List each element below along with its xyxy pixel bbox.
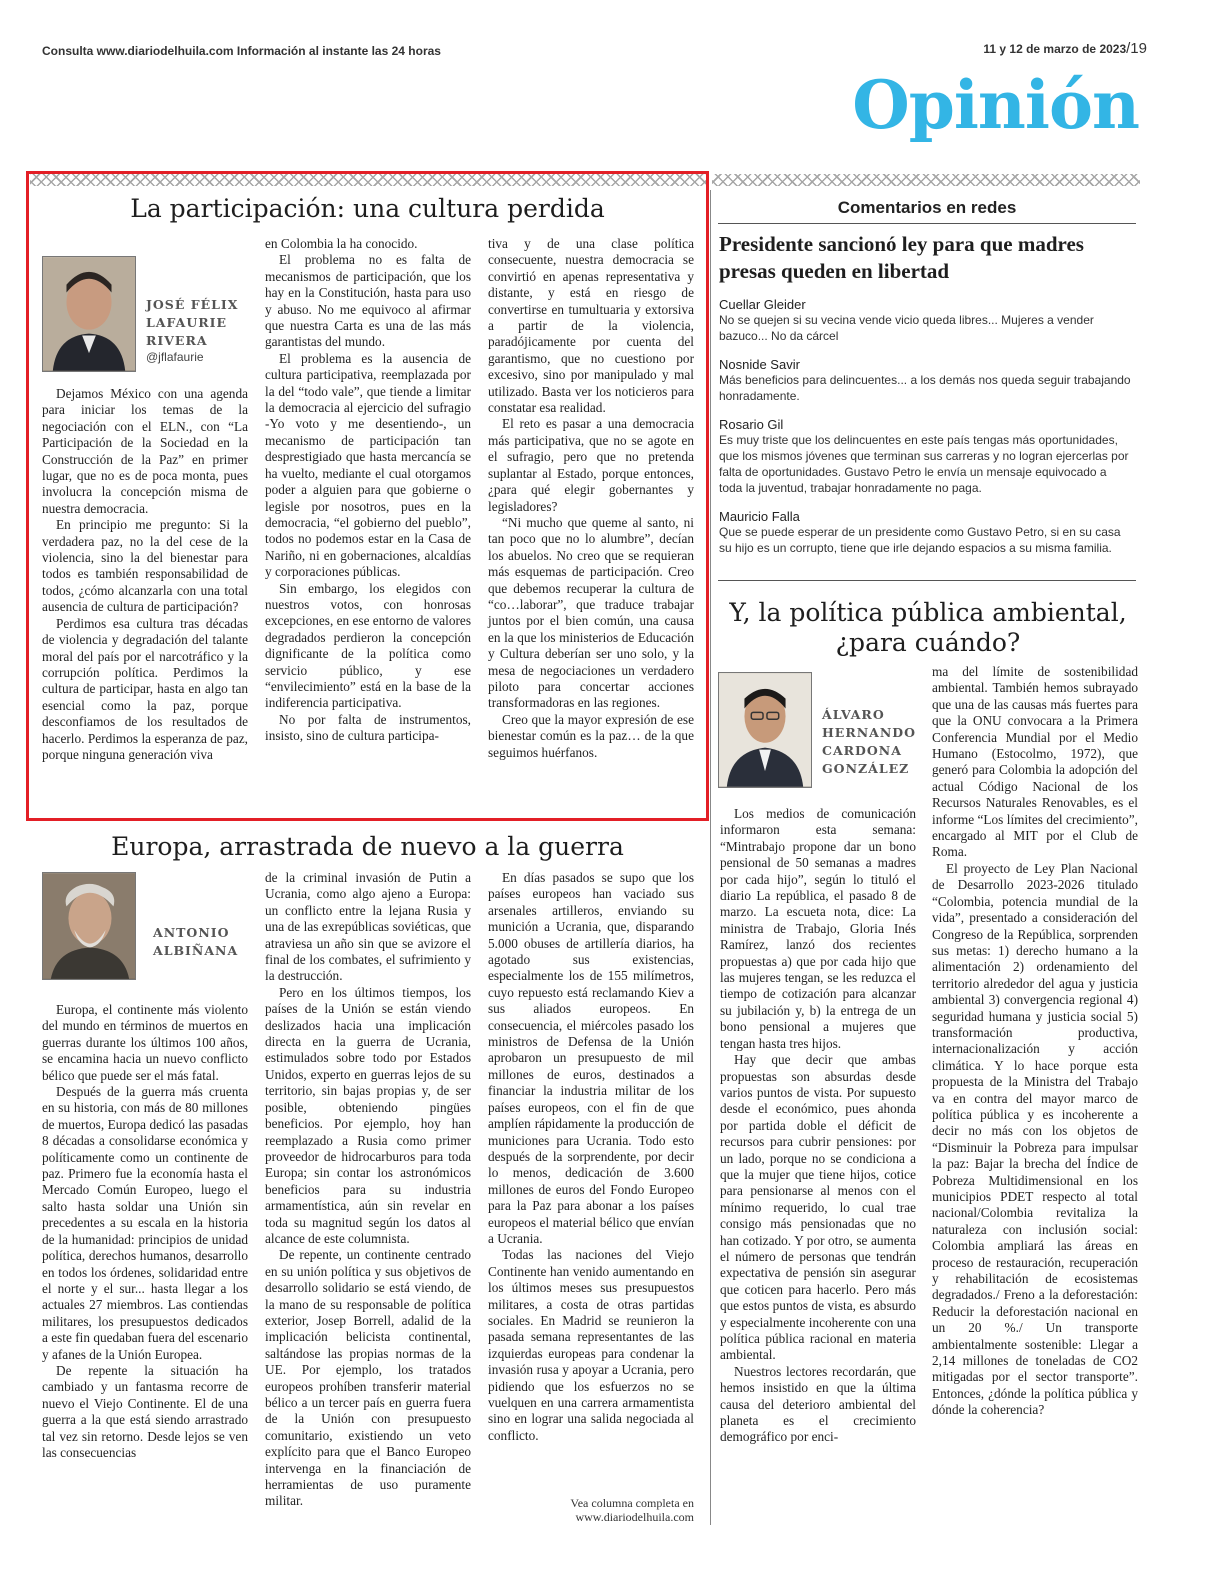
author-name-lafaurie: JOSÉ FÉLIX LAFAURIE RIVERA [146, 297, 239, 348]
comment-item [719, 297, 1133, 344]
section-rule [718, 580, 1136, 581]
comment-item [719, 417, 1133, 496]
article1-column-3: tiva y de una clase política consecuente, nuestra democracia se convirtió en apenas representativa y distante, y está en riesgo de convertirse en tumultuaria y extorsiva a partir de la violencia, paradójicamente por cuenta del garantismo, que no cuestiono por excesivo, sino por manipulado y mal utilizado. Basta ver los noticieros para constatar esa realidad. El reto es pasar a una democracia más participativa, que no se agote en el sufragio, pero que no pretenda suplantar al Estado, porque entonces, ¿para qué elegir gobernantes y legisladores? “Ni mucho que queme al santo, ni tan poco que no lo alumbre”, decían los abuelos. No creo que se requieran más esquemas de participación. Creo que debemos recuperar la cultura de “co…laborar”, que traduce trabajar juntos por el bien común, una causa en la que los ministerios de Educación y Cultura deberían ser uno solo, y la mesa de negociaciones un verdadero piloto para concertar acciones transformadoras en las regiones. Creo que la mayor expresión de ese bienestar común es la paz… de la que seguimos huérfanos. [488, 236, 694, 760]
see-more-note: Vea columna completa en www.diariodelhuila.com [488, 1496, 694, 1524]
article3-column-1: Los medios de comunicación informaron esta semana: “Mintrabajo propone dar un bono pensional de 50 semanas a madres por cada hijo”, según lo tituló el diario La república, el pasado 8 de marzo. La escueta nota, dice: La ministra de Trabajo, Gloria Inés Ramírez, lanzó dos recientes propuestas a) que por cada hijo que las mujeres tengan, se les reduzca el tiempo de cotización para alcanzar su jubilación y, b) la entrega de un bono pensional a mujeres que tengan hasta tres hijos. Hay que decir que ambas propuestas son absurdas desde varios puntos de vista. Por supuesto desde el económico, pues ahonda por partida doble el déficit de recursos para cubrir pensiones: por un lado, porque no se condiciona a que la mujer que tiene hijos, cotice para pensionarse al menos con el mínimo requerido, lo cual trae consigo más pensionadas que no han cotizado. Y por otro, se aumenta el número de personas que tendrán expectativa de pensión sin asegurar que coticen para hacerlo. Pero más que estos puntos de vista, es absurdo y especialmente incoherente con una política pública racional en materia ambiental. Nuestros lectores recordarán, que hemos insistido en que la última causa del deterioro ambiental del planeta es el crecimiento demográfico por enci- [720, 806, 916, 1445]
article2-column-3: En días pasados se supo que los países europeos han vaciado sus arsenales artilleros, enviando su munición a Ucrania, que, disparando 5.000 obuses de artillería diarios, ha agotado sus existencias, especialmente los de 155 milímetros, cuyo repuesto está reclamando Kiev a sus aliados europeos. En consecuencia, el miércoles pasado los ministros de Defensa de la Unión aprobaron un presupuesto de mil millones de euros, destinados a financiar la industria militar de los países europeos, con el fin de que amplíen rápidamente la producción de municiones para Ucrania. Todo esto después de la sorprendente, por decir lo menos, dedicación de 3.600 millones de euros del Fondo Europeo para la Paz para abonar a los países europeos el material bélico que envían a Ucrania. Todas las naciones del Viejo Continente han venido aumentando en los últimos meses sus presupuestos militares, a costa de otras partidas sociales. En Madrid se reunieron la pasada semana representantes de las izquierdas europeas para condenar la invasión rusa y apoyar a Ucrania, pero pidiendo que los esfuerzos no se vuelquen en una carrera armamentista sino en lograr una salida negociada al conflicto. [488, 870, 694, 1443]
author-name-albinana: ANTONIO ALBIÑANA [153, 925, 239, 958]
article3-column-2: ma del límite de sostenibilidad ambiental. También hemos subrayado que una de las causas más fuertes para que la ONU convocara a la Primera Conferencia Mundial por el Medio Humano (Estocolmo, 1972), que generó para Colombia la adopción del actual Código Nacional de los Recursos Naturales Renovables, es el informe “Los límites del crecimiento”, encargado al MIT por el Club de Roma. El proyecto de Ley Plan Nacional de Desarrollo 2023-2026 titulado “Colombia, potencia mundial de la vida”, presentado a consideración del Congreso de la República, sorprenden sus metas: 1) derecho humano a la alimentación 2) ordenamiento del territorio alrededor del agua y justicia ambiental 3) convergencia regional 4) seguridad humana y justicia social 5) transformación productiva, internacionalización y acción climática. Y lo hace porque esta propuesta de la Ministra del Trabajo va en contra del mayor marco de política pública y es incoherente a decir no más con los objetos de “Disminuir la Pobreza para impulsar la paz: Bajar la brecha del Índice de Pobreza Multidimensional en los municipios PDET respecto al total nacional/Colombia revitaliza la naturaleza con inclusión social: Colombia ampliará las áreas en proceso de restauración, recuperación y rehabilitación de ecosistemas degradados./ Freno a la deforestación: Reducir la deforestación nacional en un 20 %./ Un transporte ambientalmente sostenible: Llegar a 2,14 millones de toneladas de CO2 mitigadas por el sector transporte”. Entonces, ¿dónde la política pública y dónde la coherencia? [932, 664, 1138, 1418]
comment-text: Más beneficios para delincuentes... a los demás nos queda seguir trabajando honradamente. [719, 373, 1131, 403]
author-photo-albinana [42, 872, 136, 980]
comment-text: Que se puede esperar de un presidente como Gustavo Petro, si en su casa su hijo es un corrupto, tiene que irle dejando espacios a su misma familia. [719, 525, 1121, 555]
article1-column-1: Dejamos México con una agenda para iniciar los temas de la negociación con el ELN., con “La Participación de la Sociedad en la Construcción de la Paz” en primer lugar, que no es de poca monta, pues involucra la concepción misma de nuestra democracia. En principio me pregunto: Si la verdadera paz, no la del cese de la violencia, sino la del bienestar para todos es también responsabilidad de todos, ¿cómo alcanzarla con una total ausencia de cultura de participación? Perdimos esa cultura tras décadas de violencia y degradación del talante moral del país por el narcotráfico y la corrupción política. Perdimos la cultura de participar, hasta en algo tan esencial como la paz, porque desconfiamos de los resultados de hacerlo. Perdimos la esperanza de paz, porque ninguna generación viva [42, 386, 248, 762]
author-photo-cardona [718, 672, 812, 788]
zigzag-divider-right [712, 174, 1140, 186]
header-tagline: Consulta www.diariodelhuila.com Información al instante las 24 horas [42, 44, 441, 58]
date-text: 11 y 12 de marzo de 2023 [983, 42, 1127, 56]
portrait-icon [43, 873, 135, 979]
header-date [983, 40, 1147, 57]
author-handle: @jflafaurie [146, 350, 204, 364]
comment-author: Cuellar Gleider [719, 297, 806, 312]
article2-column-2: de la criminal invasión de Putin a Ucrania, como algo ajeno a Europa: un conflicto entre la lejana Rusia y una de las exrepúblicas soviéticas, que atraviesa un año sin que se avizore el final de los combates, el sufrimiento y la destrucción. Pero en los últimos tiempos, los países de la Unión se están viendo deslizados hacia una implicación directa en la guerra de Ucrania, estimulados sobre todo por Estados Unidos, experto en guerras lejos de su territorio, sin bajas propias y, de ser posible, obteniendo pingües beneficios. Por ejemplo, hoy han reemplazado a Rusia como primer proveedor de hidrocarburos para toda Europa; sin contar los astronómicos beneficios para su industria armamentística, aún sin revelar en toda su magnitud según los datos al alcance de este columnista. De repente, un continente centrado en su unión política y sus objetivos de desarrollo solidario se está viendo, de la mano de su responsable de política exterior, Josep Borrell, adalid de la implicación belicista continental, saltándose las propias normas de la UE. Por ejemplo, los tratados europeos prohíben transferir material bélico a un tercer país en guerra fuera de la Unión con presupuesto comunitario, existiendo un veto explícito para que el Banco Europeo intervenga en la financiación de herramientas de uso puramente militar. [265, 870, 471, 1509]
article1-column-2: en Colombia la ha conocido. El problema no es falta de mecanismos de participación, que los hay en la Constitución, hasta para uso y abuso. No me equivoco al afirmar que nuestra Carta es una de las más garantistas del mundo. El problema es la ausencia de cultura participativa, reemplazada por la del “todo vale”, que tiende a limitar la democracia al ejercicio del sufragio -Yo voto y me desentiendo-, un mecanismo de participación tan desprestigiado que hasta mercancía se ha vuelto, mediante el cual otorgamos poder a alguien para que gobierne o legisle por nosotros, pues en la democracia, “el gobierno del pueblo”, todos no podemos estar en la Casa de Nariño, ni en gobernaciones, alcaldías y corporaciones públicas. Sin embargo, los elegidos con nuestros votos, con honrosas excepciones, en ese entorno de valores degradados perdieron la concepción dignificante de la política como servicio público, y ese “envilecimiento” está en la base de la indiferencia participativa. No por falta de instrumentos, insisto, sino de cultura participa- [265, 236, 472, 744]
comment-item [719, 357, 1133, 404]
comment-author: Nosnide Savir [719, 357, 800, 372]
article2-column-1: Europa, el continente más violento del mundo en términos de muertos en guerras durante los últimos 100 años, se encamina hacia un nuevo conflicto bélico que puede ser el más fatal. Después de la guerra más cruenta en su historia, con más de 80 millones de muertos, Europa dedicó las pasadas 8 décadas a consolidarse económica y políticamente como un continente de paz. Primero fue la economía hasta el Mercado Común Europeo, luego el salto hasta soldar una Unión sin precedentes a su escala en la historia de la humanidad: principios de unidad política, derechos humanos, desarrollo en todos los órdenes, solidaridad entre el norte y el sur... hasta llegar a los actuales 27 miembros. Las contiendas militares, los presupuestos dedicados a este fin quedaban fuera del escenario y afanes de la Unión Europea. De repente la situación ha cambiado y un fantasma recorre de nuevo el Viejo Continente. El de una guerra a la que está siendo arrastrado tal vez sin retorno. Desde lejos se ven las consecuencias [42, 1002, 248, 1460]
comments-heading: Comentarios en redes [837, 198, 1017, 217]
comments-title: Presidente sancionó ley para que madres presas queden en libertad [719, 232, 1084, 283]
article1-title: La participación: una cultura perdida [130, 194, 605, 223]
comment-item [719, 509, 1133, 556]
comment-text: No se quejen si su vecina vende vicio queda libres... Mujeres a vender bazuco... No da cárcel [719, 313, 1094, 343]
comment-text: Es muy triste que los delincuentes en este país tengas más oportunidades, que los mismos jóvenes que terminan sus carreras y no logran ejercerlas por falta de oportunidades. Gustavo Petro le envía un mensaje equivocado a toda la juventud, trabajar honradamente no paga. [719, 433, 1129, 495]
section-title: Opinión [852, 66, 1139, 144]
column-divider [710, 190, 711, 1525]
portrait-icon [719, 673, 811, 787]
article3-title: Y, la política pública ambiental, ¿para cuándo? [729, 598, 1127, 657]
page-number: /19 [1126, 40, 1147, 57]
author-photo-lafaurie [42, 256, 136, 372]
comments-rule [718, 223, 1136, 224]
author-name-cardona: ÁLVARO HERNANDO CARDONA GONZÁLEZ [822, 707, 917, 776]
comment-author: Mauricio Falla [719, 509, 800, 524]
portrait-icon [43, 257, 135, 371]
article2-title: Europa, arrastrada de nuevo a la guerra [111, 832, 624, 861]
comment-author: Rosario Gil [719, 417, 784, 432]
website-link[interactable]: www.diariodelhuila.com [575, 1510, 694, 1524]
